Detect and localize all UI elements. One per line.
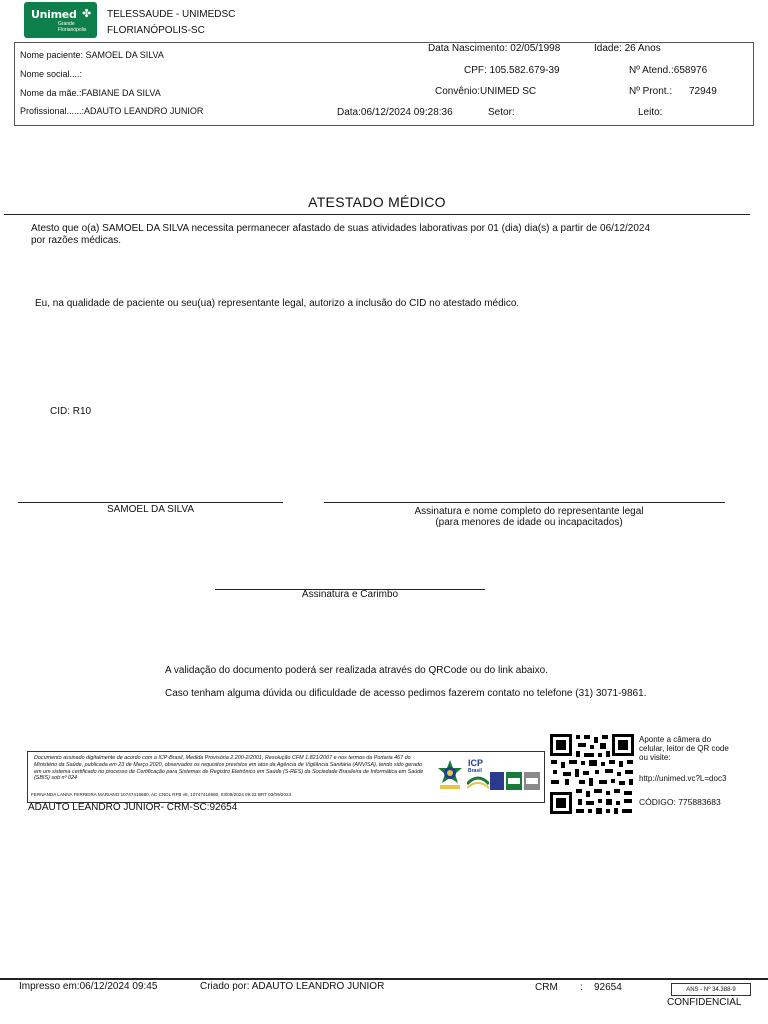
created-by: Criado por: ADAUTO LEANDRO JUNIOR — [200, 981, 385, 992]
org-line1: TELESSAUDE - UNIMEDSC — [107, 9, 236, 20]
patient-birthdate: Data Nascimento: 02/05/1998 — [428, 43, 561, 54]
patient-insurance: Convênio:UNIMED SC — [435, 86, 537, 97]
certificate-body-line1: Atesto que o(a) SAMOEL DA SILVA necessita permanecer afastado de suas atividades laborativas por 01 (dia) dia(s) a partir de 06/12/2024 — [31, 223, 651, 234]
bed-label: Leito: — [638, 107, 663, 118]
patient-social-name: Nome social....: — [20, 69, 83, 79]
qr-instruction-line2: celular, leitor de QR code — [639, 744, 729, 753]
crm-value: 92654 — [594, 982, 622, 993]
doctor-crm-signature: ADAUTO LEANDRO JUNIOR- CRM-SC:92654 — [28, 802, 238, 813]
qr-link[interactable]: http://unimed.vc?L=doc3 — [639, 774, 727, 783]
record-number-label: Nº Pront.: — [629, 86, 673, 97]
qr-instruction-line1: Aponte a câmera do — [639, 735, 712, 744]
qr-instruction-line3: ou visite: — [639, 753, 671, 762]
crm-label: CRM — [535, 982, 558, 993]
confidential-label: CONFIDENCIAL — [667, 997, 742, 1008]
footer-divider — [0, 978, 768, 980]
qr-code-icon[interactable] — [549, 733, 635, 815]
unimed-logo — [24, 2, 97, 38]
icp-label: ICP — [468, 758, 484, 768]
crm-separator: : — [580, 982, 583, 993]
brazil-coat-of-arms-icon — [435, 759, 465, 791]
cid-code: CID: R10 — [50, 406, 92, 417]
validation-line2: Caso tenham alguma dúvida ou dificuldade de acesso pedimos fazerem contato no telefone (31) 3071-9861. — [165, 688, 647, 699]
document-title: ATESTADO MÉDICO — [308, 194, 446, 210]
document-date: Data:06/12/2024 09:28:36 — [337, 107, 453, 118]
certification-seals-icon — [490, 770, 540, 792]
cid-authorization: Eu, na qualidade de paciente ou seu(ua) representante legal, autorizo a inclusão do CID no atestado médico. — [35, 298, 520, 309]
representative-label-line2: (para menores de idade ou incapacitados) — [435, 517, 623, 528]
patient-mother-name: Nome da mãe.:FABIANE DA SILVA — [20, 88, 161, 98]
icp-sub-label: Brasil — [468, 768, 482, 774]
logo-text: Unimed — [31, 8, 77, 21]
record-number-value: 72949 — [689, 86, 717, 97]
logo-sub2: Florianópolis — [58, 27, 87, 33]
qr-code-number: CÓDIGO: 775883683 — [639, 797, 721, 807]
patient-name: Nome paciente: SAMOEL DA SILVA — [20, 50, 164, 60]
icp-brasil-logo — [467, 758, 489, 792]
printed-at: Impresso em:06/12/2024 09:45 — [19, 981, 158, 992]
org-line2: FLORIANÓPOLIS-SC — [107, 25, 205, 36]
patient-signature-line — [18, 502, 283, 503]
title-divider — [4, 214, 750, 215]
digital-signature-box — [27, 751, 545, 803]
patient-age: Idade: 26 Anos — [594, 43, 661, 54]
sector-label: Setor: — [488, 107, 515, 118]
patient-signature-name: SAMOEL DA SILVA — [106, 504, 195, 515]
attendance-number: Nº Atend.:658976 — [629, 65, 708, 76]
unimed-tree-icon: ✤ — [82, 8, 92, 20]
certificate-body-line2: por razões médicas. — [31, 235, 122, 246]
patient-cpf: CPF: 105.582.679-39 — [464, 65, 560, 76]
logo-sub1: Grande — [58, 21, 75, 27]
validation-line1: A validação do documento poderá ser realizada através do QRCode ou do link abaixo. — [165, 665, 549, 676]
ans-badge: ANS - Nº 34.388-9 — [671, 983, 751, 996]
patient-professional: Profissional......:ADAUTO LEANDRO JUNIOR — [20, 106, 204, 116]
representative-label-line1: Assinatura e nome completo do representante legal — [414, 506, 644, 517]
stamp-label: Assinatura e Carimbo — [301, 589, 399, 600]
representative-signature-line — [324, 502, 725, 503]
digital-signer-detail: FERNANDA LANNA FERREIRA MARIANO:10747416680, AC CNDL RFB v5, 10747416680, 03/09/2024 09:22 BRT 03/09/2024 — [31, 792, 292, 797]
digital-signature-text: Documento assinado digitalmente de acordo com a ICP-Brasil, Medida Provisória 2.200-2/2001, Resolução CFM 1.821/2007 e nos termos da Portaria 467 do Ministério da Saúde, publicada em 23 de Março 2020, observados os requisitos previstos em atos da Agência de Vigilância Sanitária (ANVISA), tendo sido gerado em um sistema certificado no processo de Certificação para Sistemas de Registro Eletrônico em Saúde (S-RES) da Sociedade Brasileira de Informática em Saúde (SBIS) sob nº 024 — [34, 755, 424, 782]
